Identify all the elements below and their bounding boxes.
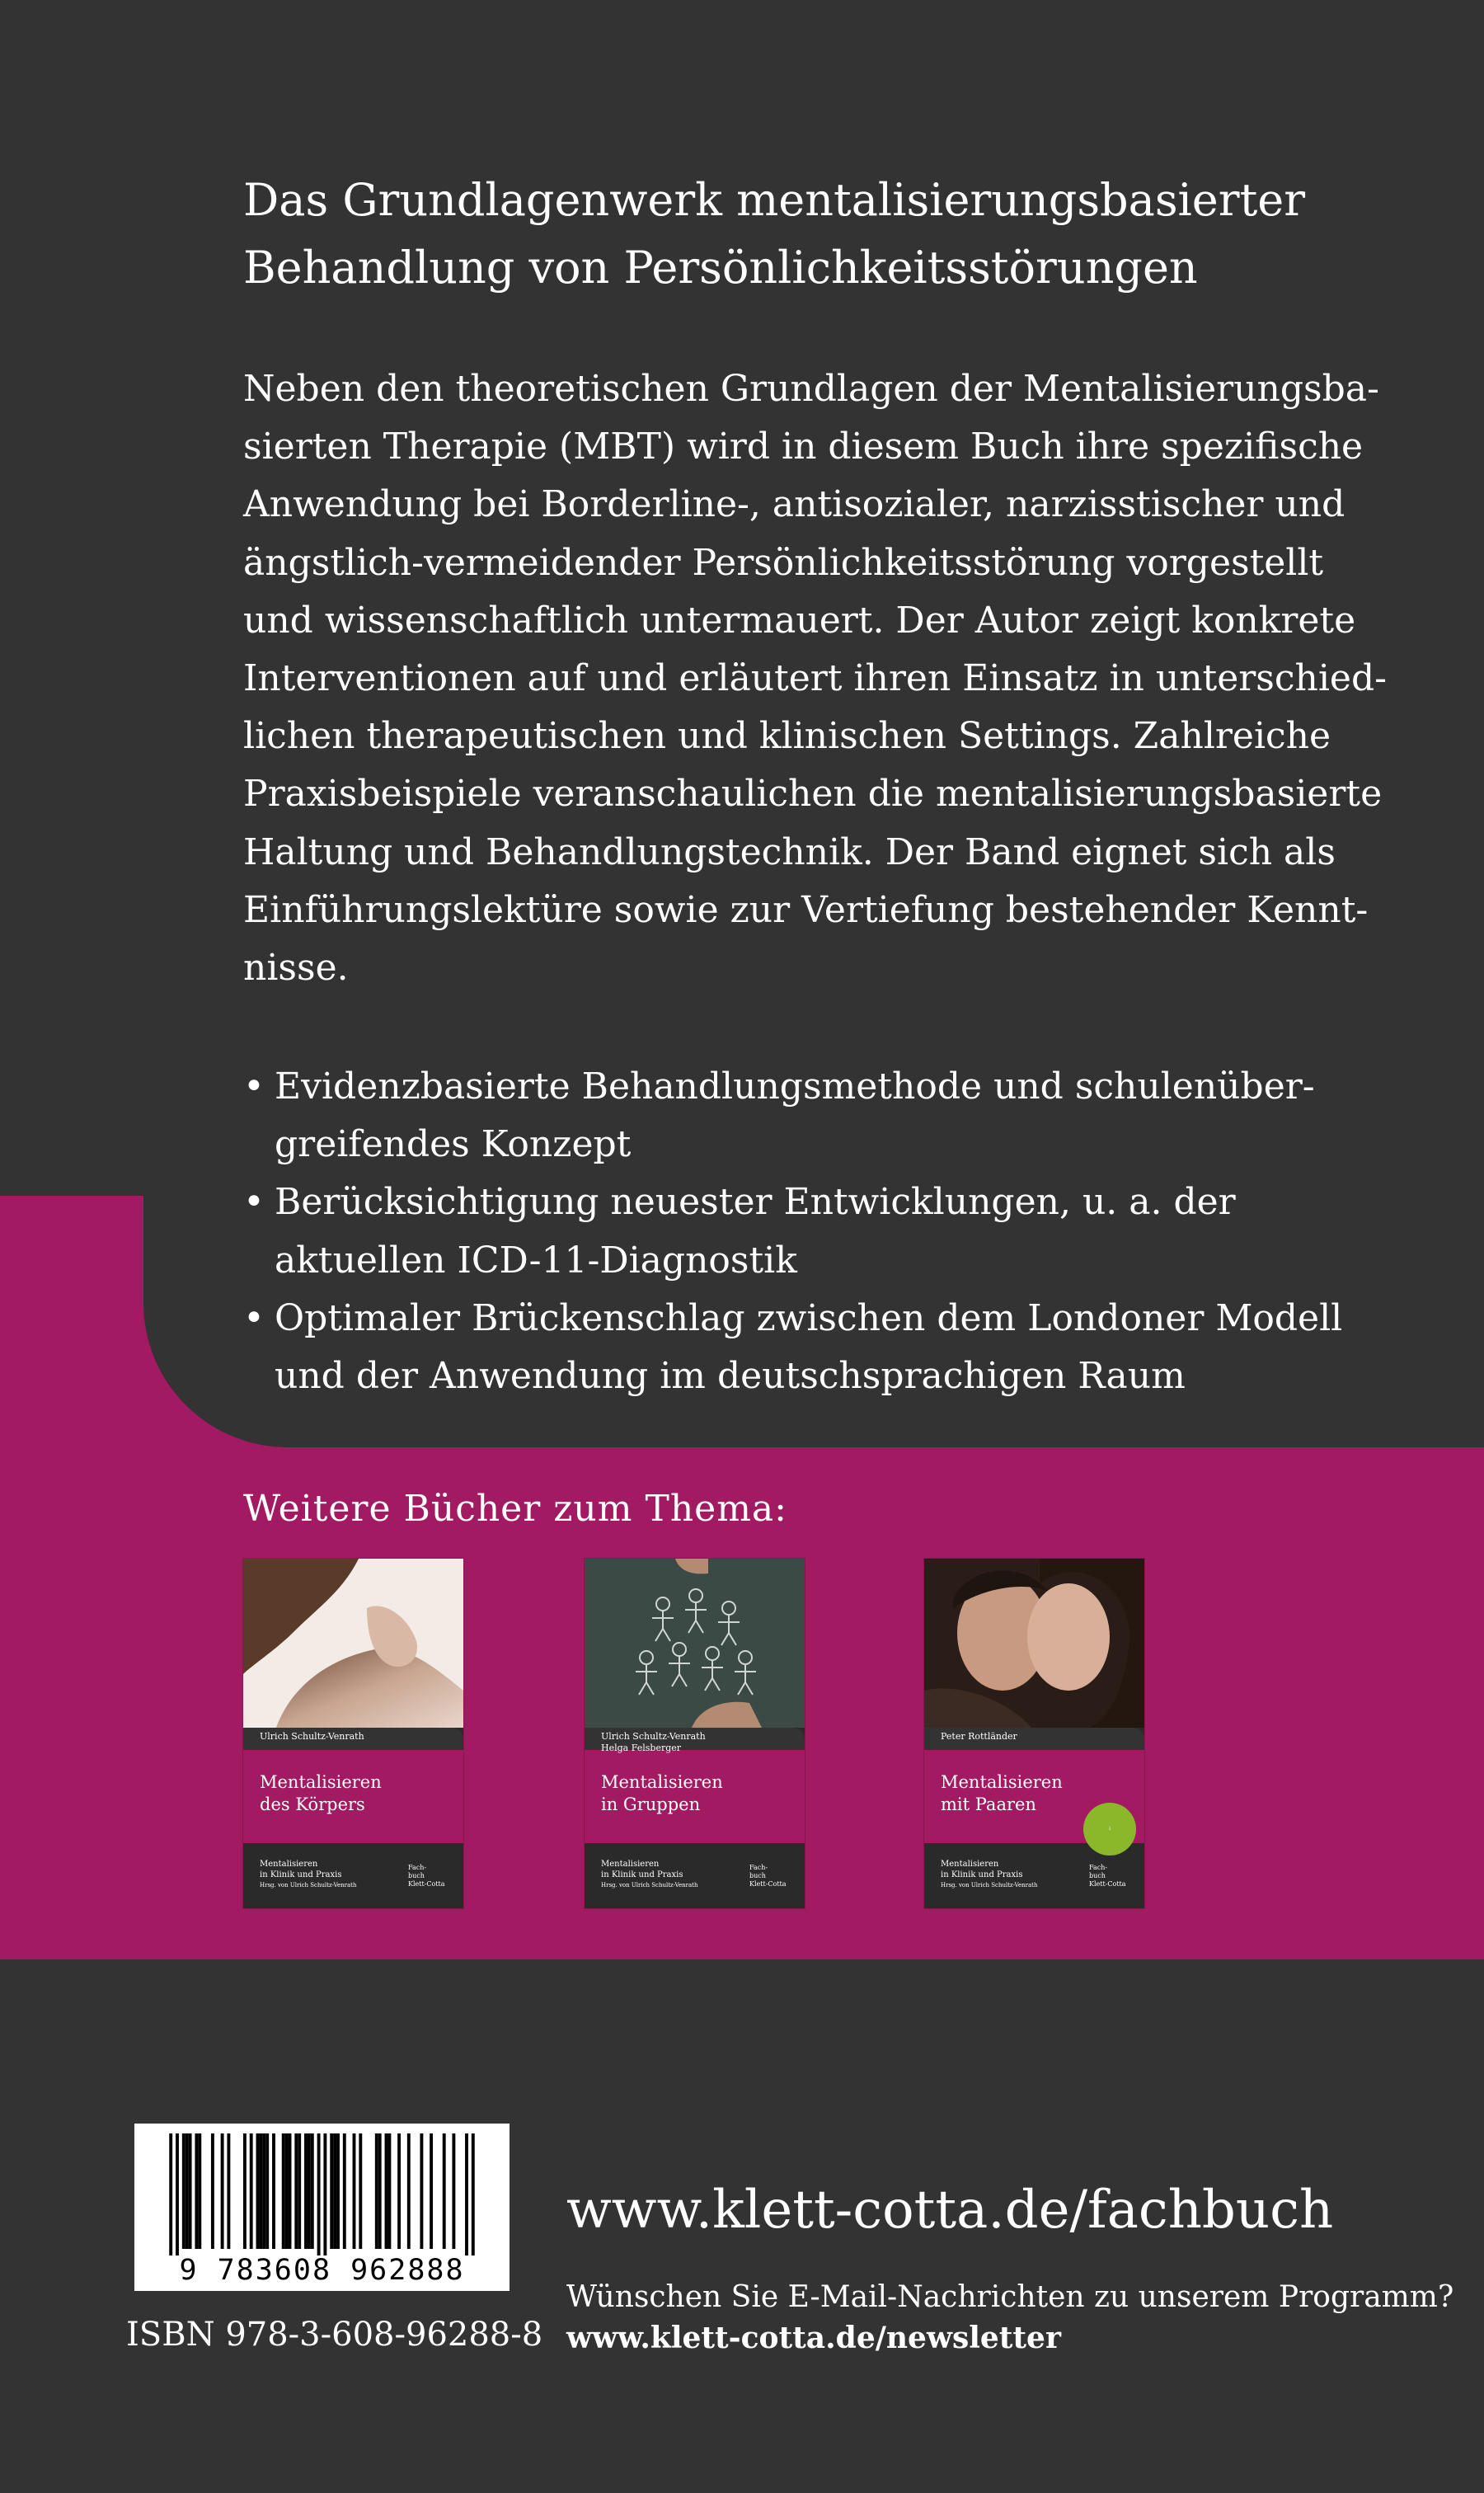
barcode-bar — [259, 2133, 262, 2249]
barcode-bar — [343, 2133, 346, 2249]
series-line: Mentalisieren — [601, 1860, 660, 1869]
blurb-line: lichen therapeutischen und klinischen Settings. Zahlreiche — [243, 715, 1331, 758]
book-cover-mentalisieren-des-koerpers[interactable] — [243, 1559, 463, 1908]
series-line: in Klinik und Praxis — [601, 1870, 683, 1879]
publisher-line: buch — [408, 1872, 425, 1879]
publisher-line: buch — [749, 1872, 766, 1879]
blurb-line: nisse. — [243, 947, 349, 990]
book-author: Peter Rottländer — [941, 1731, 1017, 1742]
publisher-logo — [1089, 1864, 1126, 1889]
publisher-logo — [749, 1864, 787, 1889]
barcode-bar — [333, 2133, 336, 2249]
feature-line: und der Anwendung im deutschsprachigen Raum — [275, 1355, 1186, 1398]
barcode-bar — [359, 2133, 362, 2249]
book-title-line: Mentalisieren — [601, 1772, 723, 1792]
barcode-bar — [385, 2133, 388, 2249]
book-cover-mentalisieren-mit-paaren[interactable] — [924, 1559, 1144, 1908]
series-line: in Klinik und Praxis — [260, 1870, 342, 1879]
barcode-bar — [452, 2133, 455, 2249]
feature-list — [243, 1058, 1397, 1405]
isbn-number: ISBN 978-3-608-96288-8 — [126, 2316, 543, 2354]
website-link[interactable]: www.klett-cotta.de/fachbuch — [566, 2180, 1334, 2241]
publisher-line: Fach- — [749, 1864, 768, 1871]
feature-line: Berücksichtigung neuester Entwicklungen, u. a. der — [275, 1181, 1236, 1224]
barcode-bar — [308, 2133, 311, 2249]
publisher-line: Fach- — [408, 1864, 427, 1871]
barcode-bar — [272, 2133, 275, 2249]
barcode-bar — [387, 2133, 391, 2249]
book-title-line: in Gruppen — [601, 1794, 701, 1814]
book-cover-mentalisieren-in-gruppen[interactable] — [585, 1559, 805, 1908]
feature-item — [243, 1290, 1397, 1405]
headline-line: Das Grundlagenwerk mentalisierungsbasierter — [243, 174, 1306, 226]
bullet-icon: • — [243, 1296, 265, 1339]
barcode-bar — [195, 2133, 198, 2249]
barcode-bar — [182, 2133, 186, 2249]
headline — [243, 167, 1397, 302]
series-line: Mentalisieren — [260, 1860, 318, 1869]
book-title-line: Mentalisieren — [941, 1772, 1063, 1792]
barcode-bar — [323, 2133, 326, 2255]
barcode-bars — [134, 2124, 510, 2255]
newsletter-question: Wünschen Sie E-Mail-Nachrichten zu unserem Programm? — [566, 2280, 1454, 2314]
barcode-bar — [262, 2133, 265, 2249]
publisher-line: Klett-Cotta — [749, 1880, 787, 1888]
barcode-bar — [221, 2133, 224, 2249]
barcode-bar — [407, 2133, 411, 2249]
more-books-heading: Weitere Bücher zum Thema: — [243, 1488, 787, 1530]
feature-line: aktuellen ICD-11-Diagnostik — [275, 1239, 797, 1282]
cover-photo-chalkboard — [585, 1559, 805, 1728]
book-title-line: Mentalisieren — [260, 1772, 382, 1792]
barcode-digits: 9 783608 962888 — [179, 2254, 465, 2287]
bonus-material-badge — [1083, 1803, 1136, 1856]
barcode-bar — [311, 2133, 314, 2249]
series-line: in Klinik und Praxis — [941, 1870, 1023, 1879]
barcode-bar — [353, 2133, 356, 2249]
barcode-bar — [465, 2133, 468, 2255]
series-editor: Hrsg. von Ulrich Schultz-Venrath — [601, 1882, 698, 1889]
series-line: Mentalisieren — [941, 1860, 999, 1869]
barcode-bar — [397, 2133, 401, 2249]
barcode-bar — [298, 2133, 301, 2249]
blurb-line: Anwendung bei Borderline-, antisozialer, narzisstischer und — [243, 483, 1345, 526]
book-title-line: des Körpers — [260, 1794, 365, 1814]
headline-line: Behandlung von Persönlichkeitsstörungen — [243, 242, 1198, 294]
publisher-line: Klett-Cotta — [408, 1880, 445, 1888]
barcode-bar — [227, 2133, 230, 2249]
barcode-bar — [176, 2133, 179, 2255]
barcode-bar — [265, 2133, 269, 2249]
blurb-line: Einführungslektüre sowie zur Vertiefung bestehender Kennt- — [243, 888, 1369, 931]
barcode-bar — [430, 2133, 433, 2249]
barcode-bar — [243, 2133, 247, 2249]
publisher-logo — [408, 1864, 445, 1889]
cover-photo-couple — [924, 1559, 1144, 1728]
blurb-line: Neben den theoretischen Grundlagen der Mentalisierungsba- — [243, 368, 1379, 410]
blurb-line: Haltung und Behandlungstechnik. Der Band eignet sich als — [243, 830, 1336, 873]
blurb-line: Praxisbeispiele veranschaulichen die mentalisierungsbasierte — [243, 773, 1383, 816]
barcode-bar — [420, 2133, 423, 2249]
barcode-bar — [304, 2133, 308, 2249]
feature-line: Evidenzbasierte Behandlungsmethode und schulenüber- — [275, 1065, 1315, 1108]
publisher-line: Klett-Cotta — [1089, 1880, 1126, 1888]
publisher-line: Fach- — [1089, 1864, 1108, 1871]
barcode-bar — [294, 2133, 298, 2249]
badge-arrow-icon: ↓ — [1107, 1826, 1112, 1832]
series-editor: Hrsg. von Ulrich Schultz-Venrath — [941, 1882, 1038, 1889]
series-editor: Hrsg. von Ulrich Schultz-Venrath — [260, 1882, 357, 1889]
bullet-icon: • — [243, 1181, 265, 1224]
barcode-bar — [443, 2133, 446, 2249]
barcode-bar — [256, 2133, 260, 2249]
barcode-bar — [378, 2133, 382, 2249]
barcode-bar — [375, 2133, 378, 2249]
blurb-line: ängstlich-vermeidender Persönlichkeitsstörung vorgestellt — [243, 541, 1324, 584]
barcode-bar — [285, 2133, 289, 2249]
cover-photo-body — [243, 1559, 463, 1728]
newsletter-link[interactable]: www.klett-cotta.de/newsletter — [566, 2321, 1061, 2355]
book-series — [941, 1859, 1064, 1891]
barcode-bar — [189, 2133, 192, 2249]
blurb-line: Interventionen auf und erläutert ihren Einsatz in unterschied- — [243, 657, 1387, 700]
feature-line: Optimaler Brückenschlag zwischen dem Londoner Modell — [275, 1296, 1343, 1339]
barcode-bar — [289, 2133, 292, 2249]
blurb-paragraph — [243, 360, 1397, 997]
barcode-bar — [198, 2133, 201, 2249]
book-series — [601, 1859, 725, 1891]
blurb-line: sierten Therapie (MBT) wird in diesem Buch ihre spezifische — [243, 426, 1364, 468]
publisher-line: buch — [1089, 1872, 1106, 1879]
book-title-line: mit Paaren — [941, 1794, 1036, 1814]
barcode-bar — [169, 2133, 172, 2255]
barcode-bar — [472, 2133, 475, 2255]
barcode-bar — [336, 2133, 340, 2249]
feature-item — [243, 1174, 1397, 1289]
feature-item — [243, 1058, 1397, 1174]
book-title — [601, 1771, 791, 1816]
barcode-bar — [186, 2133, 189, 2249]
blurb-line: und wissenschaftlich untermauert. Der Autor zeigt konkrete — [243, 599, 1356, 642]
isbn-barcode — [134, 2124, 510, 2291]
barcode-bar — [282, 2133, 285, 2249]
barcode-bar — [211, 2133, 214, 2249]
book-series — [260, 1859, 383, 1891]
book-author: Ulrich Schultz-Venrath — [260, 1731, 364, 1742]
bullet-icon: • — [243, 1065, 265, 1108]
barcode-bar — [250, 2133, 253, 2249]
feature-line: greifendes Konzept — [275, 1123, 632, 1166]
barcode-bar — [330, 2133, 333, 2249]
book-author: Ulrich Schultz-Venrath Helga Felsberger — [601, 1731, 706, 1753]
book-title — [260, 1771, 449, 1816]
barcode-bar — [317, 2133, 321, 2255]
